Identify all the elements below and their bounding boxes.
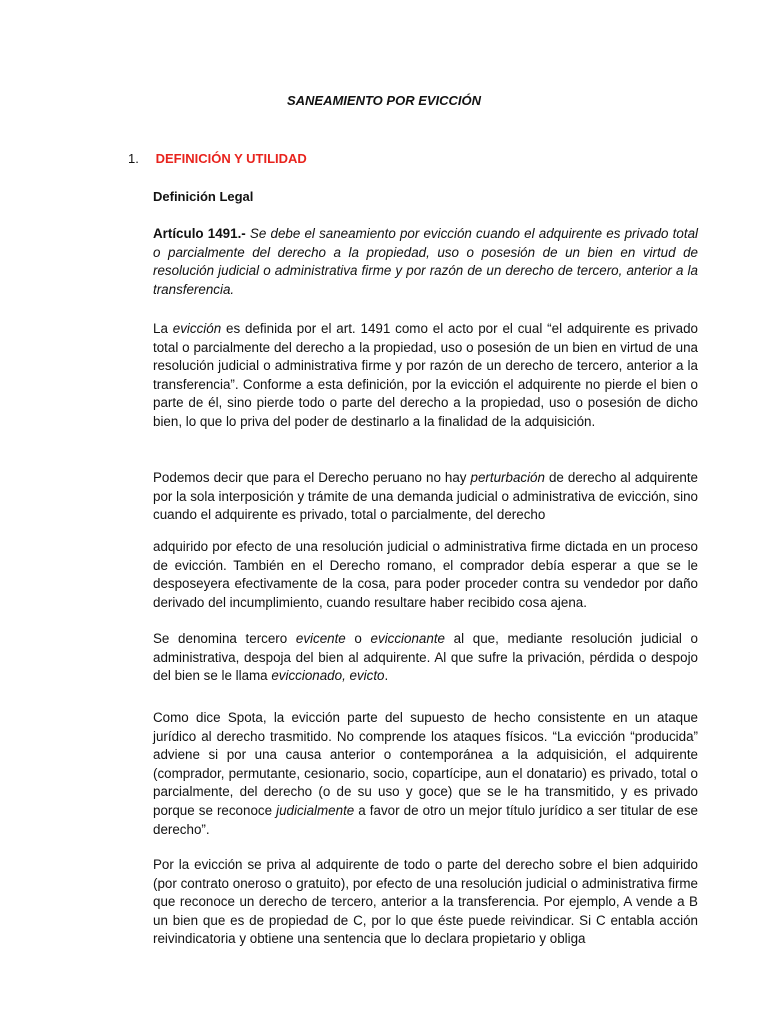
article-text: Se debe el saneamiento por evicción cuando el adquirente es privado total o parcialmente del derecho a la propiedad, uso o posesión de un bien en virtud de resolución judicial o administrativa firme y por razón de un derecho de tercero, anterior a la transferencia.: [153, 226, 698, 297]
paragraph-ejemplo: Por la evicción se priva al adquirente de todo o parte del derecho sobre el bien adquirido (por contrato oneroso o gratuito), por efecto de una resolución judicial o administrativa firme que reconoce un derecho de tercero, anterior a la transferencia. Por ejemplo, A vende a B un bien que es de propiedad de C, por lo que éste puede reivindicar. Si C entabla acción reivindicatoria y obtiene una sentencia que lo declara propietario y obliga: [153, 857, 698, 947]
subheading-definicion-legal: Definición Legal: [153, 189, 254, 204]
article-label: Artículo 1491.-: [153, 226, 246, 241]
section-label: DEFINICIÓN Y UTILIDAD: [155, 151, 307, 166]
paragraph-tercero-evicente: [153, 630, 698, 686]
paragraph-derecho-romano: adquirido por efecto de una resolución judicial o administrativa firme dictada en un proceso de evicción. También en el Derecho romano, el comprador debía esperar a que se le desposeyera efectivamente de la cosa, para poder proceder contra su vendedor por daño derivado del incumplimiento, cuando resultare haber recibido cosa ajena.: [153, 539, 698, 610]
paragraph-text: Como dice Spota, la evicción parte del supuesto de hecho consistente en un ataque jurídico al derecho trasmitido. No comprende los ataques físicos. “La evicción “producida” adviene si por una causa anterior o contemporánea a la adquisición, el adquirente (comprador, permutante, cesionario, socio, copartícipe, aun el donatario) es privado, total o parcialmente, del derecho (o de su uso y goce) que se le ha transmitido, y es privado porque se reconoce: [153, 710, 698, 818]
paragraph-text: Podemos decir que para el Derecho peruano no hay: [153, 470, 471, 485]
paragraph-spota: [153, 709, 698, 839]
paragraph-emphasis: judicialmente: [276, 802, 355, 818]
paragraph-emphasis: evicente: [295, 631, 346, 646]
paragraph-text: es definida por el art. 1491 como el acto por el cual “el adquirente es privado total o parcialmente del derecho a la propiedad, uso o posesión de un bien en virtud de una resolución judicial o administrativa firme y por razón de un derecho de tercero, anterior a la transferencia”. Conforme a esta definición, por la evicción el adquirente no pierde el bien o parte de él, sino pierde todo o parte del derecho a la propiedad, uso o posesión de dicho bien, lo que lo priva del poder de destinarlo a la finalidad de la adquisición.: [153, 321, 698, 429]
section-number: 1.: [128, 151, 139, 166]
paragraph-text: de derecho al adquirente por la sola interposición y trámite de una demanda judicial o administrativa de evicción, sino cuando el adquirente es privado, total o parcialmente, del derecho: [153, 470, 699, 523]
document-title: SANEAMIENTO POR EVICCIÓN: [286, 93, 482, 108]
paragraph-emphasis: evicción: [172, 321, 222, 336]
paragraph-text: Se denomina tercero: [153, 631, 296, 646]
paragraph-text: a favor de otro un mejor título jurídico a ser titular de ese derecho”.: [153, 802, 698, 837]
paragraph-definicion-eviccion: [153, 320, 698, 432]
section-heading: [128, 150, 307, 169]
paragraph-emphasis: perturbación: [470, 470, 545, 485]
paragraph-text: o: [345, 631, 371, 646]
paragraph-emphasis: eviccionante: [370, 631, 445, 646]
paragraph-text: La: [153, 321, 173, 336]
paragraph-perturbacion: [153, 469, 698, 525]
paragraph-text: al que, mediante resolución judicial o administrativa, despoja del bien al adquirente. Al que sufre la privación, pérdida o despojo del bien se le llama: [153, 631, 699, 684]
article-paragraph: [153, 225, 698, 299]
paragraph-text: .: [384, 668, 389, 684]
paragraph-emphasis: eviccionado, evicto: [271, 668, 385, 684]
